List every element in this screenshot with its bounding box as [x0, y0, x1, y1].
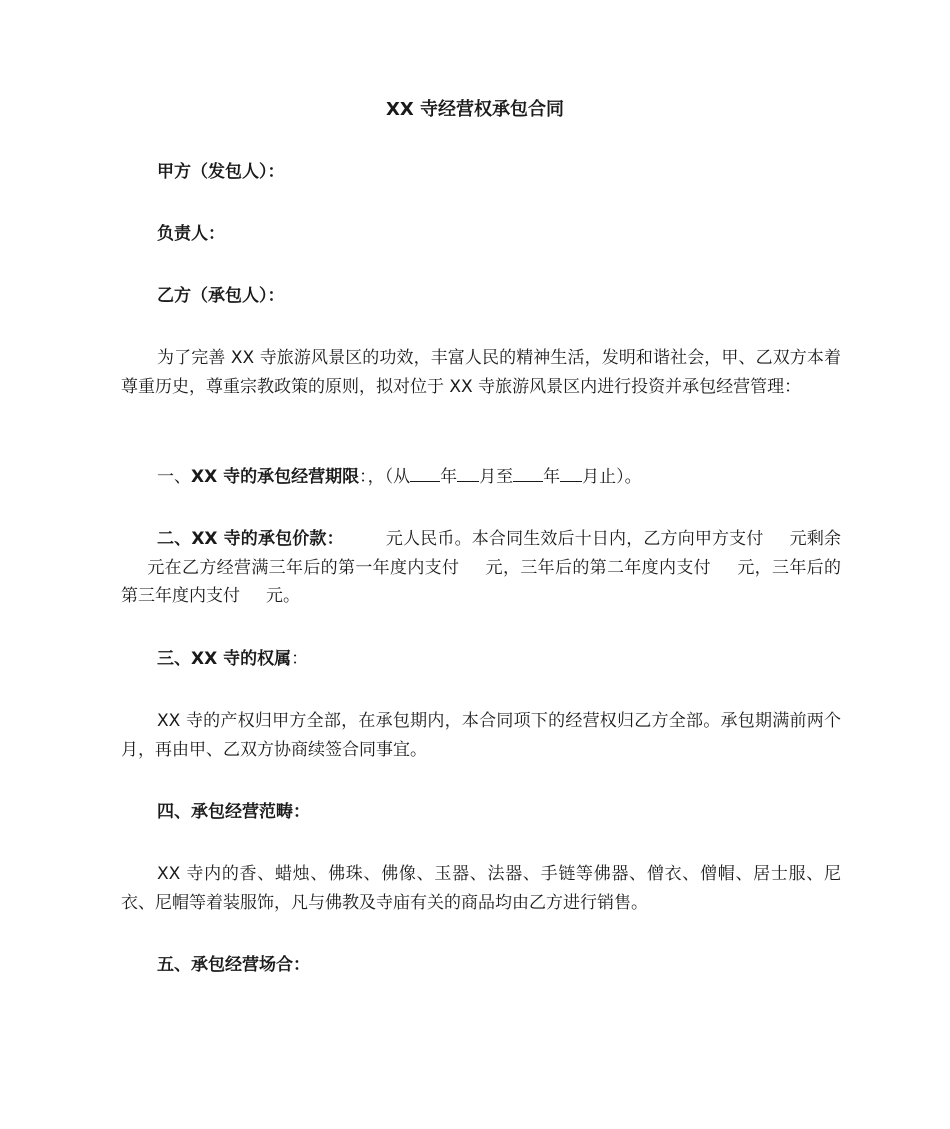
section-1-text-4: 年 [543, 467, 561, 487]
section-1-text-1: ：，（从 [359, 467, 411, 487]
section-2-text-3: 元在乙方经营满三年后的第一年度内支付 [147, 557, 460, 578]
section-1-prefix: 一、 [157, 467, 191, 487]
section-1-text-3: 月至 [479, 467, 514, 487]
section-5-heading: 五、承包经营场合： [157, 955, 310, 975]
year-blank-1 [410, 463, 440, 482]
section-4-heading: 四、承包经营范畴： [157, 802, 310, 822]
section-1-text-5: 月止）。 [582, 467, 642, 487]
section-3-body: XX 寺的产权归甲方全部，在承包期内，本合同项下的经营权归乙方全部。承包期满前两个月，再由甲、乙双方协商续签合同事宜。 [121, 711, 841, 760]
responsible-person-label: 负责人： [157, 224, 225, 244]
section-4-heading-line [121, 798, 841, 827]
section-1-term [121, 463, 841, 492]
preamble-paragraph: 为了完善 XX 寺旅游风景区的功效，丰富人民的精神生活，发明和谐社会，甲、乙双方本着尊重历史，尊重宗教政策的原则，拟对位于 XX 寺旅游风景区内进行投资并承包经营管理： [121, 348, 841, 397]
section-3-colon: ： [291, 649, 309, 669]
section-2-heading: 二、XX 寺的承包价款： [157, 529, 344, 549]
section-3-heading-line [121, 645, 841, 674]
section-4-body: XX 寺内的香、蜡烛、佛珠、佛像、玉器、法器、手链等佛器、僧衣、僧帽、居士服、尼衣、尼帽等着装服饰，凡与佛教及寺庙有关的商品均由乙方进行销售。 [121, 864, 841, 913]
month-blank-2 [560, 463, 582, 482]
section-2-text-6: 元。 [266, 586, 300, 606]
section-5-heading-line [121, 951, 841, 980]
section-2-text-5: 元，三年后的第三年度内支付 [121, 557, 842, 606]
section-2-text-4: 元，三年后的第二年度内支付 [485, 557, 712, 578]
section-2-text-1: 元人民币。本合同生效后十日内，乙方向甲方支付 [385, 529, 764, 549]
section-2-price [121, 525, 841, 611]
section-3-heading: 三、XX 寺的权属 [157, 649, 292, 669]
party-a-label: 甲方（发包人）： [157, 162, 285, 182]
section-2-text-2: 元剩余 [789, 529, 842, 549]
section-1-heading: XX 寺的承包经营期限 [191, 467, 360, 487]
document-title: XX 寺经营权承包合同 [385, 99, 565, 120]
section-1-text-2: 年 [440, 467, 458, 487]
month-blank-1 [457, 463, 479, 482]
party-b-label: 乙方（承包人）： [157, 286, 285, 306]
year-blank-2 [513, 463, 543, 482]
